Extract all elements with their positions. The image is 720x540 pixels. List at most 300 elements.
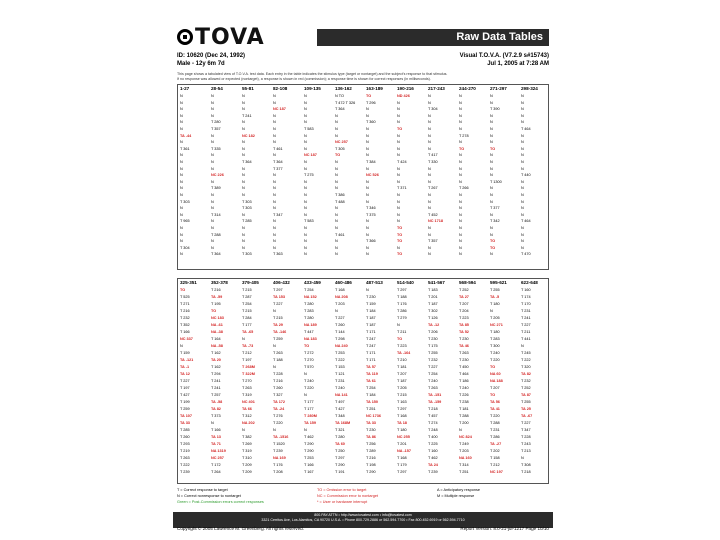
table-cell: NC 257 xyxy=(335,140,348,145)
table-cell: TA 46 xyxy=(459,344,469,348)
table-cell: T 206 xyxy=(428,330,438,334)
table-cell: T 170 xyxy=(521,302,531,306)
column-header: 487-513 xyxy=(366,280,383,285)
table-cell: T 227 xyxy=(521,421,531,425)
table-cell: T 162 xyxy=(211,351,221,355)
table-cell: T 259 xyxy=(180,407,190,411)
table-cell: T 302 xyxy=(428,309,438,313)
table-cell: N xyxy=(242,153,245,158)
table-cell: N xyxy=(397,173,400,178)
table-cell: N xyxy=(180,212,183,217)
table-cell: N xyxy=(521,153,524,158)
table-cell: N xyxy=(397,113,400,118)
table-cell: N xyxy=(242,120,245,125)
table-cell: T 166 xyxy=(304,463,314,467)
table-cell: NA 1319 xyxy=(211,449,226,453)
table-cell: T 270 xyxy=(304,358,314,362)
table-cell: T 232 xyxy=(180,316,190,320)
table-cell: N xyxy=(521,100,524,105)
table-cell: N xyxy=(335,127,338,131)
table-cell: T 488 xyxy=(335,199,345,204)
table-cell: N xyxy=(273,232,276,237)
table-cell: N xyxy=(273,245,276,250)
table-cell: T 497 xyxy=(335,400,345,404)
table-cell: N xyxy=(335,245,338,250)
table-cell: T 197 xyxy=(180,386,190,390)
table-cell: T 267 xyxy=(428,186,438,191)
table-cell: N xyxy=(242,193,245,197)
column-header: 55-81 xyxy=(242,86,254,91)
table-cell: TO xyxy=(397,252,403,257)
table-cell: N xyxy=(335,226,338,230)
table-cell: T 171 xyxy=(366,330,376,334)
table-cell: N xyxy=(335,219,338,224)
table-cell: TA -24 xyxy=(273,407,285,411)
table-cell: N xyxy=(242,226,245,230)
table-cell: T 305 xyxy=(335,146,345,151)
table-cell: T 252 xyxy=(459,288,469,292)
table-cell: T 303 xyxy=(242,252,252,257)
table-cell: T 230 xyxy=(428,337,438,341)
table-cell: T 297 xyxy=(397,288,407,292)
table-cell: T 464 xyxy=(521,219,531,224)
table-cell: T 464 xyxy=(521,127,531,131)
table-cell: T 171 xyxy=(366,351,376,355)
column-header: 163-189 xyxy=(366,86,383,91)
table-cell: T 216 xyxy=(366,456,376,460)
table-cell: N xyxy=(304,393,307,397)
table-cell: T 168 xyxy=(397,456,407,460)
table-cell: N xyxy=(304,193,307,197)
column-header: 352-378 xyxy=(211,280,228,285)
report-version: Report Version: 8.0-21-jul-1217 Page 10/10 xyxy=(460,526,549,531)
table-cell: TA 13 xyxy=(211,435,221,439)
table-cell: T 288 xyxy=(211,232,221,237)
table-cell: N xyxy=(211,133,214,138)
table-cell: N xyxy=(428,173,431,178)
table-cell: T 314 xyxy=(211,212,221,217)
table-cell: TA 172 xyxy=(273,400,286,404)
table-cell: N xyxy=(459,120,462,125)
table-cell: N xyxy=(304,428,307,432)
table-cell: NA 169 xyxy=(273,456,286,460)
table-cell: N xyxy=(521,160,524,164)
table-cell: T 222 xyxy=(180,463,190,467)
table-cell: N xyxy=(490,212,493,217)
table-cell: N xyxy=(397,146,400,151)
table-cell: T 427 xyxy=(335,407,345,411)
tova-logo-icon xyxy=(177,29,193,45)
table-cell: T 164 xyxy=(211,337,221,341)
table-cell: N xyxy=(459,245,462,250)
table-cell: T 243 xyxy=(521,442,531,446)
table-cell: T 452 xyxy=(428,212,438,217)
table-cell: NA -61 xyxy=(211,323,223,327)
table-cell: T 180 xyxy=(490,330,500,334)
table-cell: N xyxy=(366,226,369,230)
table-cell: N xyxy=(521,193,524,197)
table-cell: N xyxy=(242,232,245,237)
table-cell: N xyxy=(180,100,183,105)
table-cell: TO xyxy=(397,239,403,244)
table-cell: N xyxy=(304,212,307,217)
table-cell: N xyxy=(335,186,338,191)
table-cell: T 205 xyxy=(490,316,500,320)
table-cell: T 232 xyxy=(428,358,438,362)
table-cell: T 212 xyxy=(242,351,252,355)
table-cell: T 211 xyxy=(397,330,407,334)
table-cell: N xyxy=(304,179,307,184)
table-cell: T 211 xyxy=(521,330,531,334)
table-cell: N xyxy=(273,113,276,118)
table-cell: TO xyxy=(211,309,217,313)
table-cell: N xyxy=(180,252,183,257)
column-header: 514-540 xyxy=(397,280,414,285)
table-cell: T 1300 xyxy=(490,179,502,184)
table-cell: N xyxy=(211,226,214,230)
table-cell: T 177 xyxy=(242,323,252,327)
description-line: This page shows a tabulated view of T.O.V.A. test data. Each entry in the table indicates the stimulus type (target or nontarget) and the subject's response to that stimulus. xyxy=(177,72,448,76)
table-cell: T 285 xyxy=(242,219,252,224)
table-cell: N xyxy=(459,239,462,244)
table-cell: T 275 xyxy=(304,173,314,178)
table-cell: T 232 xyxy=(521,379,531,383)
table-cell: N xyxy=(273,239,276,244)
table-cell: N xyxy=(180,140,183,145)
table-cell: T 166 xyxy=(211,428,221,432)
table-cell: T 220 xyxy=(490,414,500,418)
table-cell: T 342 xyxy=(490,219,500,224)
table-cell: N xyxy=(180,206,183,211)
table-cell: TA 119 xyxy=(366,372,378,376)
table-cell: T 159 xyxy=(366,302,376,306)
table-cell: NA 189 xyxy=(304,323,317,327)
table-cell: N xyxy=(490,166,493,171)
table-cell: TA -1516 xyxy=(273,435,289,439)
column-header: 28-54 xyxy=(211,86,223,91)
table-cell: N xyxy=(211,94,214,98)
table-cell: TA 18 xyxy=(397,421,407,425)
table-cell: N xyxy=(366,186,369,191)
table-cell: NC 197 xyxy=(490,470,503,474)
table-cell: T 177 xyxy=(304,407,314,411)
table-cell: N xyxy=(304,252,307,257)
table-cell: T 216 xyxy=(180,309,190,313)
table-cell: N xyxy=(304,239,307,244)
table-cell: T 371 xyxy=(397,186,407,191)
table-cell: T 335 xyxy=(211,146,221,151)
table-cell: TO xyxy=(490,365,496,369)
table-cell: NC 183 xyxy=(211,316,224,320)
table-cell: N xyxy=(273,309,276,313)
copyright-text: Copyright © 2005 Lawrence M. Greenberg. All rights reserved. xyxy=(177,526,304,531)
table-cell: T 357 xyxy=(428,239,438,244)
table-cell: N xyxy=(459,199,462,204)
table-cell: T 360 xyxy=(366,120,376,125)
table-cell: T 525 xyxy=(180,295,190,299)
table-cell: T 255 xyxy=(521,400,531,404)
table-cell: NC 1736 xyxy=(366,414,381,418)
table-cell: T 220 xyxy=(273,421,283,425)
table-cell: N xyxy=(242,100,245,105)
table-cell: NA -58 xyxy=(211,344,223,348)
table-cell: T 158 xyxy=(490,456,500,460)
table-cell: NC 271 xyxy=(490,323,503,327)
table-cell: T 201 xyxy=(397,442,407,446)
table-cell: N xyxy=(273,186,276,191)
table-cell: NC 187 xyxy=(304,153,317,158)
table-cell: T 289 xyxy=(366,449,376,453)
table-cell: NA 160 xyxy=(459,456,472,460)
table-cell: N xyxy=(180,166,183,171)
table-cell: N xyxy=(366,133,369,138)
table-cell: TA -27 xyxy=(490,442,502,446)
table-cell: TA -73 xyxy=(242,344,254,348)
table-cell: N xyxy=(180,120,183,125)
table-cell: N xyxy=(490,133,493,138)
table-cell: NC 401 xyxy=(242,400,255,404)
table-cell: T 160 xyxy=(428,449,438,453)
table-cell: T 296 xyxy=(366,100,376,105)
table-cell: N xyxy=(304,107,307,112)
table-cell: T 168 xyxy=(335,288,345,292)
table-cell: N xyxy=(490,226,493,230)
table-cell: T 230 xyxy=(366,428,376,432)
table-cell: N xyxy=(459,166,462,171)
table-cell: TA 168M xyxy=(335,421,351,425)
table-cell: N xyxy=(273,133,276,138)
table-cell: N xyxy=(428,232,431,237)
table-cell: N xyxy=(304,113,307,118)
table-cell: TA -151 xyxy=(428,393,442,397)
table-cell: T 205 xyxy=(397,386,407,390)
table-cell: T 297 xyxy=(397,407,407,411)
table-cell: TA 71 xyxy=(211,442,221,446)
table-cell: N xyxy=(459,100,462,105)
table-cell: T 175 xyxy=(428,344,438,348)
table-cell: T 462 xyxy=(304,435,314,439)
table-cell: T 303 xyxy=(180,199,190,204)
table-cell: T 241 xyxy=(521,316,531,320)
table-cell: TO xyxy=(397,127,403,131)
table-cell: T 144 xyxy=(335,330,345,334)
table-cell: N xyxy=(304,199,307,204)
table-cell: T 207 xyxy=(490,386,500,390)
table-cell: N xyxy=(273,193,276,197)
table-cell: T 240 xyxy=(304,379,314,383)
table-cell: T 260 xyxy=(180,435,190,439)
table-cell: N xyxy=(180,127,183,131)
table-cell: N xyxy=(459,113,462,118)
table-cell: N xyxy=(304,245,307,250)
table-cell: T 179 xyxy=(397,463,407,467)
table-cell: N xyxy=(366,153,369,158)
table-cell: N xyxy=(459,127,462,131)
table-cell: T 226 xyxy=(459,393,469,397)
table-cell: T 274 xyxy=(428,421,438,425)
table-cell: N xyxy=(366,127,369,131)
table-cell: N xyxy=(180,193,183,197)
table-cell: N xyxy=(521,199,524,204)
table-cell: N xyxy=(242,146,245,151)
table-cell: T 216 xyxy=(273,379,283,383)
table-cell: T 269 xyxy=(242,442,252,446)
table-cell: T 153 xyxy=(335,365,345,369)
table-cell: N xyxy=(366,252,369,257)
table-cell: T 184 xyxy=(366,309,376,313)
table-cell: NA 152 xyxy=(304,295,317,299)
table-cell: T 278 xyxy=(459,133,469,138)
table-cell: N xyxy=(490,232,493,237)
table-cell: T 227 xyxy=(428,365,438,369)
table-cell: T 312 xyxy=(242,414,252,418)
legend-item: * = User or hardware interrupt xyxy=(317,500,368,504)
table-cell: N xyxy=(397,107,400,112)
table-cell: N xyxy=(366,179,369,184)
table-cell: T 260 xyxy=(335,323,345,327)
table-cell: N xyxy=(521,133,524,138)
table-cell: T 270 xyxy=(242,379,252,383)
column-header: 1-27 xyxy=(180,86,190,91)
table-cell: N xyxy=(397,140,400,145)
table-cell: N xyxy=(397,212,400,217)
table-cell: N xyxy=(521,226,524,230)
column-header: 190-216 xyxy=(397,86,414,91)
table-cell: T 176 xyxy=(397,302,407,306)
table-cell: N xyxy=(180,226,183,230)
table-cell: N xyxy=(459,94,462,98)
table-cell: NC 526 xyxy=(366,173,379,178)
table-cell: N xyxy=(397,166,400,171)
table-cell: T 215 xyxy=(242,309,252,313)
table-cell: N xyxy=(180,153,183,158)
table-cell: N xyxy=(459,193,462,197)
table-cell: T 241 xyxy=(242,113,252,118)
table-cell: T 254 xyxy=(304,288,314,292)
table-cell: T 1520 xyxy=(273,442,285,446)
table-cell: T 240 xyxy=(428,379,438,383)
table-cell: N xyxy=(521,245,524,250)
table-cell: T 254 xyxy=(366,386,376,390)
table-cell: ND 426 xyxy=(397,94,410,98)
table-cell: N xyxy=(335,239,338,244)
table-cell: N xyxy=(180,186,183,191)
table-cell: T 252 xyxy=(521,386,531,390)
table-cell: N xyxy=(428,133,431,138)
table-cell: NC 257 xyxy=(211,456,224,460)
table-cell: T 219 xyxy=(180,449,190,453)
table-cell: T 187 xyxy=(397,379,407,383)
table-cell: NC 1718 xyxy=(428,219,443,224)
table-cell: TO xyxy=(459,146,465,151)
table-cell: N xyxy=(335,252,338,257)
table-cell: N xyxy=(273,100,276,105)
table-cell: TO xyxy=(397,226,403,230)
table-cell: T 330 xyxy=(428,160,438,164)
table-cell: N xyxy=(273,365,276,369)
table-cell: T 583 xyxy=(304,219,314,224)
table-cell: N xyxy=(428,166,431,171)
table-cell: T 357 xyxy=(211,127,221,131)
legend-item: A = Anticipatory response xyxy=(437,488,480,492)
table-cell: N xyxy=(459,428,462,432)
table-cell: TA 66 xyxy=(242,407,252,411)
table-cell: N xyxy=(521,120,524,125)
table-cell: T 280 xyxy=(304,302,314,306)
table-cell: N xyxy=(521,146,524,151)
table-cell: T 167 xyxy=(304,470,314,474)
table-cell: N xyxy=(490,127,493,131)
table-cell: N xyxy=(521,212,524,217)
column-header: 298-324 xyxy=(521,86,538,91)
table-cell: N xyxy=(180,113,183,118)
table-cell: N xyxy=(459,206,462,211)
table-cell: N xyxy=(335,173,338,178)
table-cell: T 319 xyxy=(242,449,252,453)
table-cell: N xyxy=(335,212,338,217)
table-cell: N xyxy=(242,337,245,341)
table-cell: T 254 xyxy=(428,372,438,376)
table-cell: TA 24 xyxy=(428,463,438,467)
table-cell: N xyxy=(428,94,431,98)
table-cell: T 346 xyxy=(366,206,376,211)
table-cell: T 377 xyxy=(490,206,500,211)
table-cell: N xyxy=(180,173,183,178)
table-cell: TA 20 xyxy=(211,358,221,362)
table-cell: T 263 xyxy=(273,351,283,355)
table-cell: N xyxy=(490,113,493,118)
table-cell: T 239 xyxy=(428,470,438,474)
table-cell: T 247 xyxy=(366,337,376,341)
table-cell: T 212 xyxy=(490,463,500,467)
table-cell: N xyxy=(521,140,524,145)
table-cell: N xyxy=(273,219,276,224)
table-cell: N xyxy=(211,239,214,244)
table-cell: N xyxy=(490,186,493,191)
table-cell: N xyxy=(397,133,400,138)
table-cell: N xyxy=(459,107,462,112)
table-cell: NC 255 xyxy=(397,435,410,439)
table-cell: T 183 xyxy=(428,288,438,292)
table-cell: N xyxy=(428,113,431,118)
table-cell: N xyxy=(304,226,307,230)
table-cell: T 239 xyxy=(273,449,283,453)
table-cell: N xyxy=(366,199,369,204)
table-cell: T 373 xyxy=(211,414,221,418)
table-cell: TO xyxy=(490,245,496,250)
table-cell: T 240 xyxy=(335,386,345,390)
table-cell: T 209 xyxy=(242,463,252,467)
table-cell: N xyxy=(521,186,524,191)
table-cell: T 264 xyxy=(211,470,221,474)
table-cell: N xyxy=(273,173,276,178)
table-cell: N xyxy=(459,226,462,230)
table-cell: T 191 xyxy=(335,470,345,474)
table-cell: T 159 xyxy=(180,351,190,355)
table-cell: N xyxy=(335,160,338,164)
table-cell: N xyxy=(211,166,214,171)
table-cell: TA 33 xyxy=(366,421,376,425)
table-cell: T 216 xyxy=(211,288,221,292)
table-cell: N xyxy=(521,94,524,98)
table-cell: T 293 xyxy=(180,442,190,446)
table-cell: N xyxy=(211,206,214,211)
table-cell: N xyxy=(366,245,369,250)
table-cell: T 187 xyxy=(366,323,376,327)
table-cell: TA 12 xyxy=(180,372,190,376)
table-cell: T 215 xyxy=(242,288,252,292)
data-table-2 xyxy=(177,278,549,484)
